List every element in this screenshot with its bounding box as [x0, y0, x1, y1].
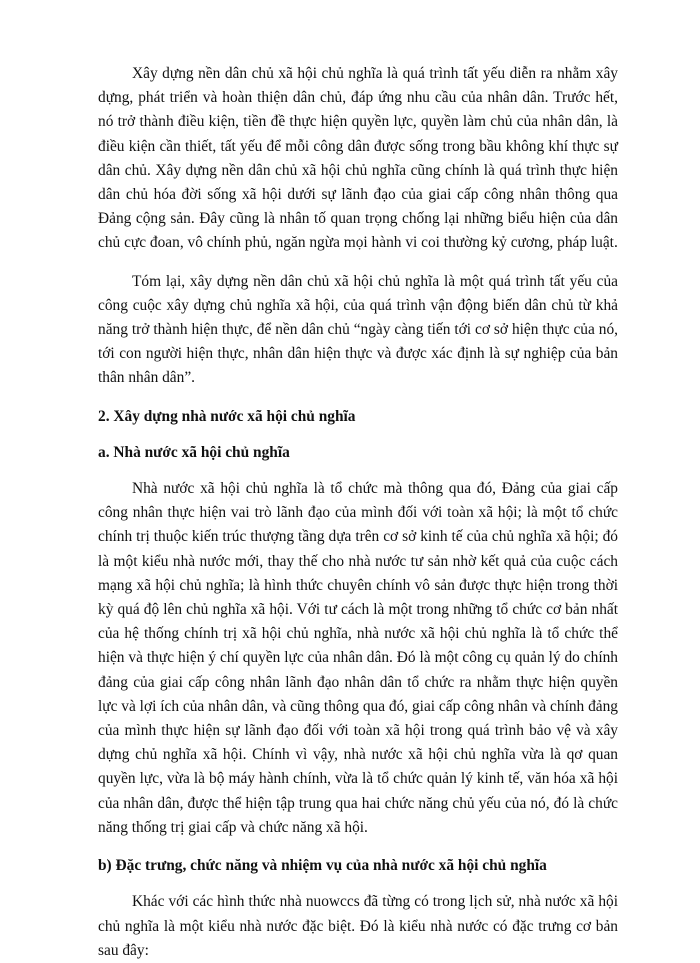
document-page — [98, 62, 618, 963]
paragraph-characteristics-intro: Khác với các hình thức nhà nuowccs đã từng có trong lịch sử, nhà nước xã hội chủ nghĩa là một kiểu nhà nước đặc biệt. Đó là kiểu nhà nước có đặc trưng cơ bản sau đây: — [98, 893, 618, 959]
subsection-heading-socialist-state: a. Nhà nước xã hội chủ nghĩa — [98, 443, 290, 461]
paragraph-democracy-building: Xây dựng nền dân chủ xã hội chủ nghĩa là quá trình tất yếu diễn ra nhằm xây dựng, phát triển và hoàn thiện dân chủ, đáp ứng nhu cầu của nhân dân. Trước hết, nó trở thành điều kiện, tiền đề thực hiện quyền lực, quyền làm chủ của nhân dân, là điều kiện cần thiết, tất yếu để mỗi công dân được sống trong bầu không khí thực sự dân chủ. Xây dựng nền dân chủ xã hội chủ nghĩa cũng chính là quá trình thực hiện dân chủ hóa đời sống xã hội dưới sự lãnh đạo của giai cấp công nhân thông qua Đảng cộng sản. Đây cũng là nhân tố quan trọng chống lại những biểu hiện của dân chủ cực đoan, vô chính phủ, ngăn ngừa mọi hành vi coi thường kỷ cương, pháp luật. — [98, 65, 618, 252]
paragraph-summary: Tóm lại, xây dựng nền dân chủ xã hội chủ nghĩa là một quá trình tất yếu của công cuộc xây dựng chủ nghĩa xã hội, của quá trình vận động biến dân chủ từ khả năng trở thành hiện thực, để nền dân chủ “ngày càng tiến tới cơ sở hiện thực của nó, tới con người hiện thực, nhân dân hiện thực và được xác định là sự nghiệp của bản thân nhân dân”. — [98, 272, 618, 387]
paragraph-socialist-state-definition: Nhà nước xã hội chủ nghĩa là tổ chức mà thông qua đó, Đảng của giai cấp công nhân thực hiện vai trò lãnh đạo của mình đối với toàn xã hội; là một tổ chức chính trị thuộc kiến trúc thượng tầng dựa trên cơ sở kinh tế của chủ nghĩa xã hội; đó là một kiểu nhà nước mới, thay thế cho nhà nước tư sản nhờ kết quả của cuộc cách mạng xã hội chủ nghĩa; là hình thức chuyên chính vô sản được thực hiện trong thời kỳ quá độ lên chủ nghĩa xã hội. Với tư cách là một trong những tổ chức cơ bản nhất của hệ thống chính trị xã hội chủ nghĩa, nhà nước xã hội chủ nghĩa là tổ chức thể hiện và thực hiện ý chí quyền lực của nhân dân. Đó là một công cụ quản lý do chính đảng của giai cấp công nhân lãnh đạo nhân dân tổ chức ra nhằm thực hiện quyền lực và lợi ích của nhân dân, và cũng thông qua đó, giai cấp công nhân và chính đảng của mình thực hiện sự lãnh đạo đối với toàn xã hội trong quá trình bảo vệ và xây dựng chủ nghĩa xã hội. Chính vì vậy, nhà nước xã hội chủ nghĩa vừa là qơ quan quyền lực, vừa là bộ máy hành chính, vừa là tổ chức quản lý kinh tế, văn hóa xã hội của nhân dân, được thể hiện tập trung qua hai chức năng chủ yếu của nó, đó là chức năng thống trị giai cấp và chức năng xã hội. — [98, 480, 618, 836]
section-heading-state-building: 2. Xây dựng nhà nước xã hội chủ nghĩa — [98, 407, 356, 425]
subsection-heading-characteristics: b) Đặc trưng, chức năng và nhiệm vụ của nhà nước xã hội chủ nghĩa — [98, 857, 547, 875]
